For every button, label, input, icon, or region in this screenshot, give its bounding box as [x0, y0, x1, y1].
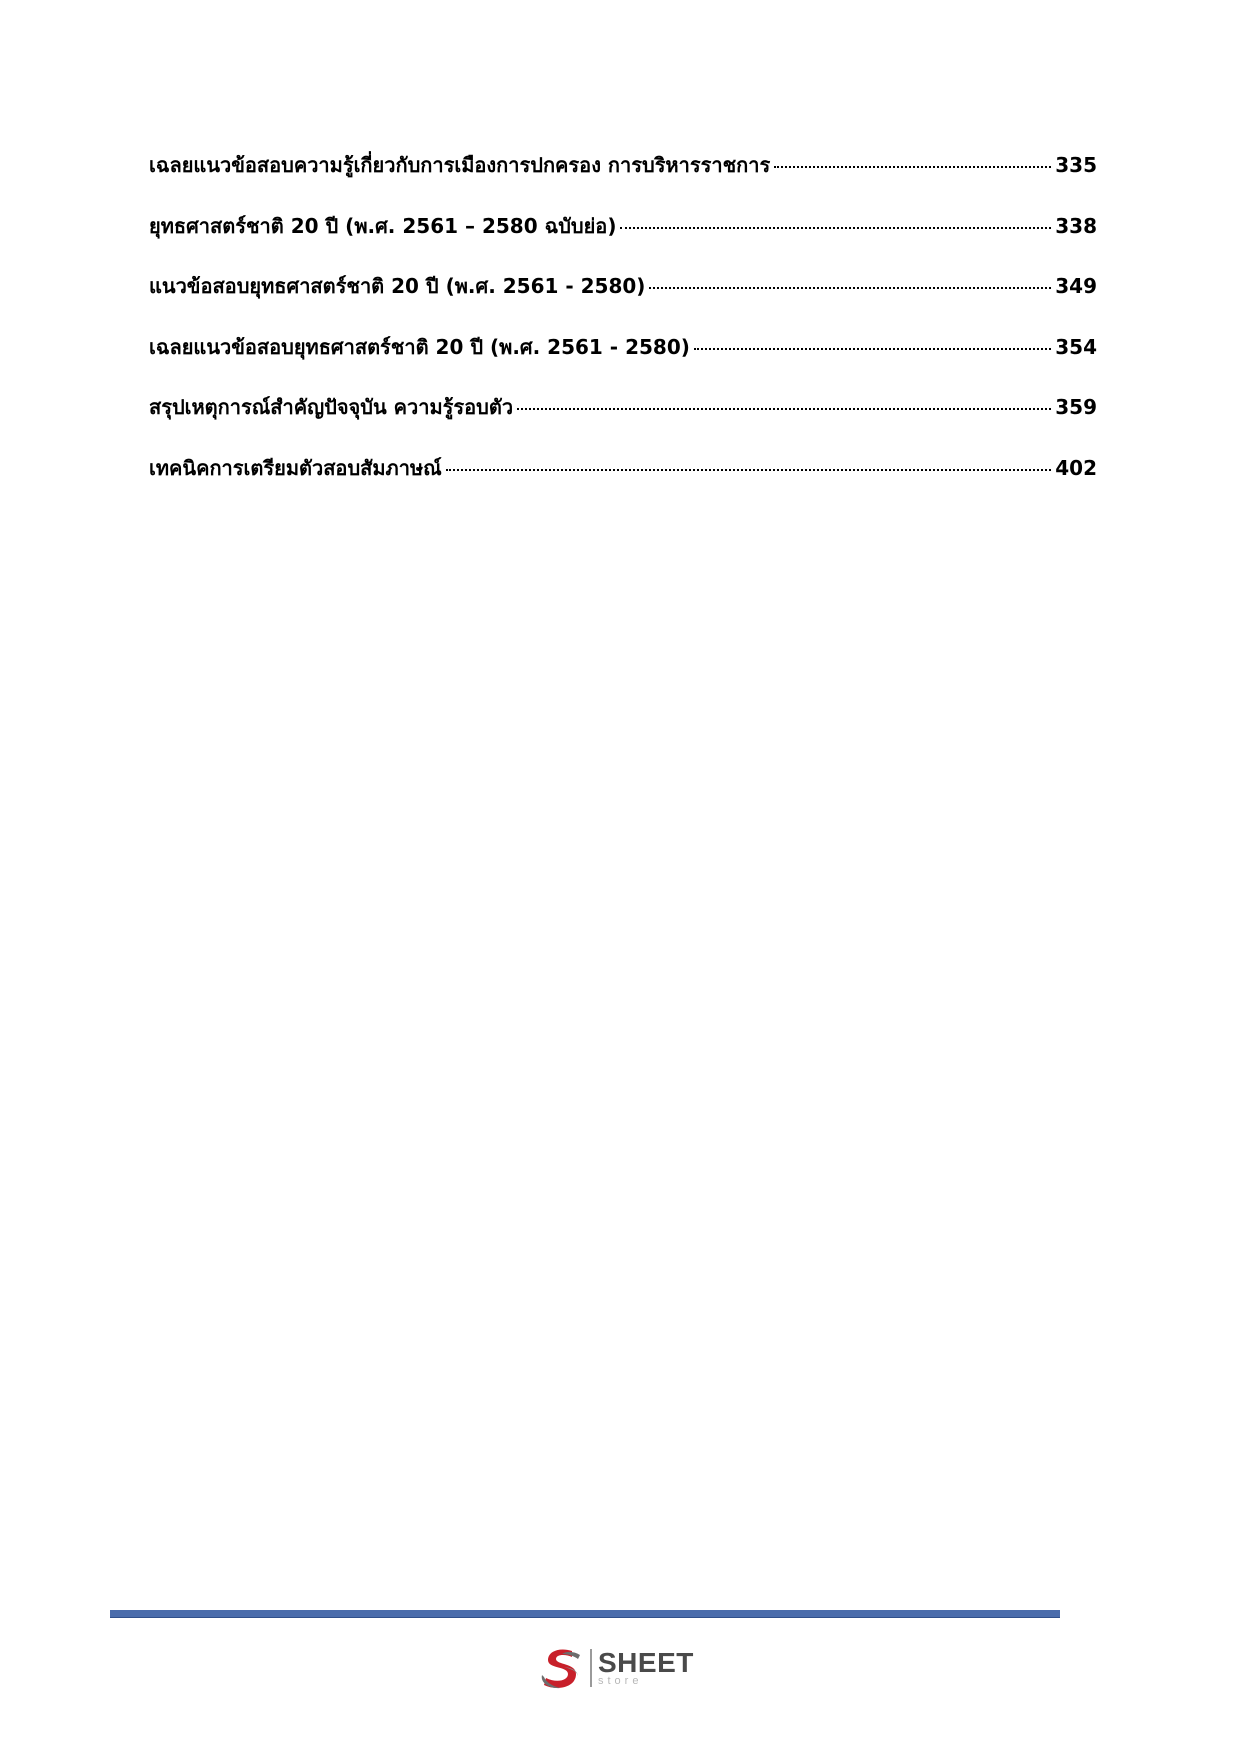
toc-leader-dots [649, 287, 1051, 289]
toc-leader-dots [694, 348, 1051, 350]
toc-entry-title: เฉลยแนวข้อสอบยุทธศาสตร์ชาติ 20 ปี (พ.ศ. 2561 - 2580) [149, 334, 690, 359]
toc-entry[interactable] [149, 392, 1097, 453]
toc-entry[interactable] [149, 150, 1097, 211]
table-of-contents [149, 150, 1097, 513]
toc-entry-title: แนวข้อสอบยุทธศาสตร์ชาติ 20 ปี (พ.ศ. 2561 - 2580) [149, 274, 646, 298]
toc-entry-title: เทคนิคการเตรียมตัวสอบสัมภาษณ์ [149, 455, 442, 480]
toc-entry-page: 402 [1055, 455, 1097, 480]
toc-entry-page: 359 [1055, 395, 1097, 419]
toc-leader-dots [620, 227, 1051, 229]
toc-entry-title: สรุปเหตุการณ์สำคัญปัจจุบัน ความรู้รอบตัว [149, 395, 514, 419]
sheet-store-logo [538, 1643, 694, 1693]
toc-entry-title: ยุทธศาสตร์ชาติ 20 ปี (พ.ศ. 2561 – 2580 ฉบับย่อ) [149, 213, 617, 238]
toc-leader-dots [446, 469, 1052, 471]
toc-entry-page: 335 [1055, 153, 1097, 177]
toc-entry-title: เฉลยแนวข้อสอบความรู้เกี่ยวกับการเมืองการปกครอง การบริหารราชการ [149, 153, 771, 177]
toc-entry[interactable] [149, 332, 1097, 393]
toc-entry[interactable] [149, 453, 1097, 514]
logo-word: SHEET [598, 1647, 694, 1678]
logo-wordmark [598, 1649, 694, 1687]
toc-entry-page: 349 [1055, 274, 1097, 298]
sheet-store-s-logo-icon [538, 1645, 586, 1691]
toc-leader-dots [517, 408, 1051, 410]
toc-entry-page: 354 [1055, 334, 1097, 359]
footer-divider [110, 1610, 1060, 1618]
toc-entry-page: 338 [1055, 213, 1097, 238]
toc-leader-dots [774, 166, 1051, 168]
logo-separator [590, 1649, 592, 1687]
toc-entry[interactable] [149, 211, 1097, 272]
logo-subword: store [598, 1675, 643, 1687]
toc-entry[interactable] [149, 271, 1097, 332]
